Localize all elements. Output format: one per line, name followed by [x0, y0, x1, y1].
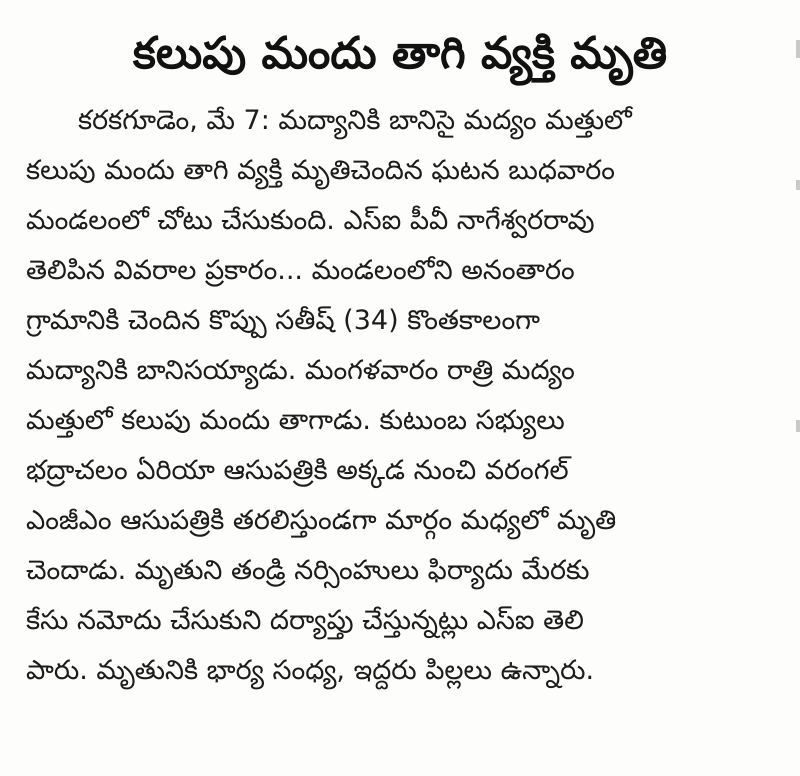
article-line: మండలంలో చోటు చేసుకుంది. ఎస్ఐ పీవీ నాగేశ్వరరావు — [26, 205, 595, 236]
article-line: కరకగూడెం, మే 7: మద్యానికి బానిసై మద్యం మత్తులో — [78, 105, 632, 136]
article-line: పారు. మృతునికి భార్య సంధ్య, ఇద్దరు పిల్లలు ఉన్నారు. — [26, 655, 595, 686]
article-body — [26, 96, 778, 696]
article-line: తెలిపిన వివరాల ప్రకారం... మండలంలోని అనంతారం — [26, 255, 575, 286]
scan-edge-mark — [796, 40, 800, 58]
scan-edge-mark — [796, 420, 800, 432]
article-line: మత్తులో కలుపు మందు తాగాడు. కుటుంబ సభ్యులు — [26, 405, 565, 436]
article-line: కేసు నమోదు చేసుకుని దర్యాప్తు చేస్తున్నట్లు ఎస్ఐ తెలి — [26, 605, 584, 636]
scan-edge-mark — [796, 180, 800, 190]
article-line: కలుపు మందు తాగి వ్యక్తి మృతిచెందిన ఘటన బుధవారం — [26, 155, 615, 186]
article-line: భద్రాచలం ఏరియా ఆసుపత్రికి అక్కడ నుంచి వరంగల్ — [26, 455, 569, 486]
article-headline: కలుపు మందు తాగి వ్యక్తి మృతి — [132, 28, 668, 79]
article-line: ఎంజీఎం ఆసుపత్రికి తరలిస్తుండగా మార్గం మధ్యలో మృతి — [26, 505, 617, 536]
article-line: మద్యానికి బానిసయ్యాడు. మంగళవారం రాత్రి మద్యం — [26, 355, 575, 386]
article-line: గ్రామానికి చెందిన కొప్పు సతీష్ (34) కొంతకాలంగా — [26, 305, 541, 336]
article-line: చెందాడు. మృతుని తండ్రి నర్సింహులు ఫిర్యాదు మేరకు — [26, 555, 590, 586]
